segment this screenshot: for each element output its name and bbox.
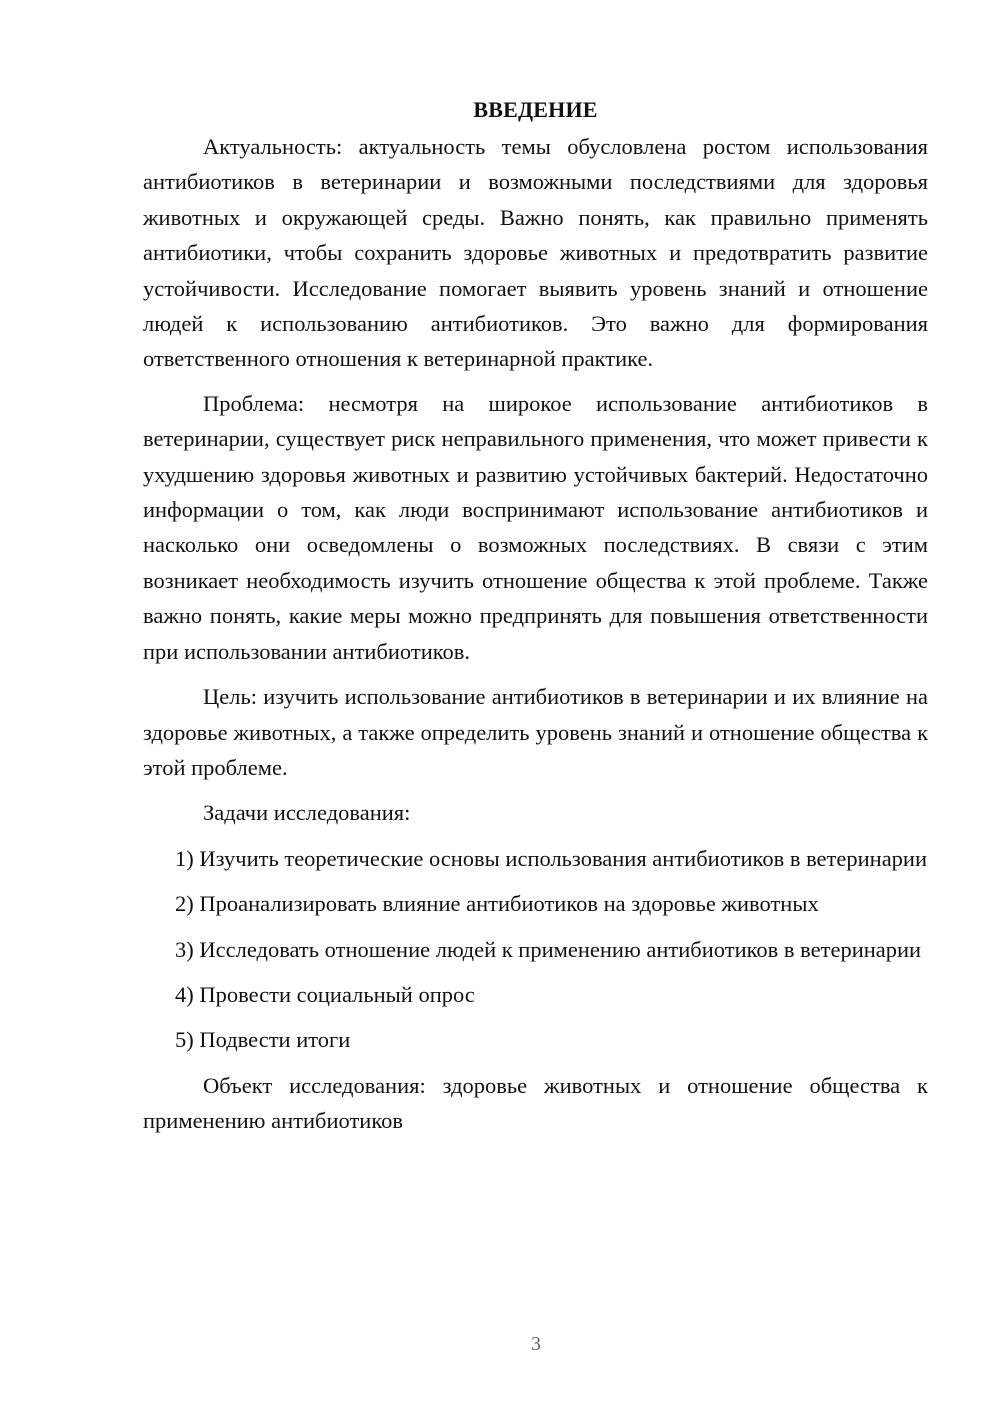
paragraph-goal: Цель: изучить использование антибиотиков в ветеринарии и их влияние на здоровье животных, а также определить уровень знаний и отношение общества к этой проблеме.	[143, 684, 928, 780]
document-title: ВВЕДЕНИЕ	[473, 97, 598, 122]
paragraph-problem: Проблема: несмотря на широкое использование антибиотиков в ветеринарии, существует риск неправильного применения, что может привести к ухудшению здоровья животных и развитию устойчивых бактерий. Недостаточно информации о том, как люди воспринимают использование антибиотиков и насколько они осведомлены о возможных последствиях. В связи с этим возникает необходимость изучить отношение общества к этой проблеме. Также важно понять, какие меры можно предпринять для повышения ответственности при использовании антибиотиков.	[143, 390, 928, 664]
paragraph-relevance: Актуальность: актуальность темы обусловлена ростом использования антибиотиков в ветеринарии и возможными последствиями для здоровья животных и окружающей среды. Важно понять, как правильно применять антибиотики, чтобы сохранить здоровье животных и предотвратить развитие устойчивости. Исследование помогает выявить уровень знаний и отношение людей к использованию антибиотиков. Это важно для формирования ответственного отношения к ветеринарной практике.	[143, 134, 928, 372]
document-page	[143, 92, 928, 1149]
page-number: 3	[531, 1333, 541, 1355]
paragraph-object: Объект исследования: здоровье животных и отношение общества к применению антибиотиков	[143, 1072, 928, 1134]
task-item: 5) Подвести итоги	[175, 1027, 351, 1053]
task-item: 4) Провести социальный опрос	[175, 981, 475, 1007]
task-item: 1) Изучить теоретические основы использования антибиотиков в ветеринарии	[175, 845, 928, 871]
task-item: 3) Исследовать отношение людей к применению антибиотиков в ветеринарии	[175, 936, 922, 962]
task-item: 2) Проанализировать влияние антибиотиков на здоровье животных	[175, 891, 819, 917]
tasks-heading: Задачи исследования:	[203, 800, 411, 826]
